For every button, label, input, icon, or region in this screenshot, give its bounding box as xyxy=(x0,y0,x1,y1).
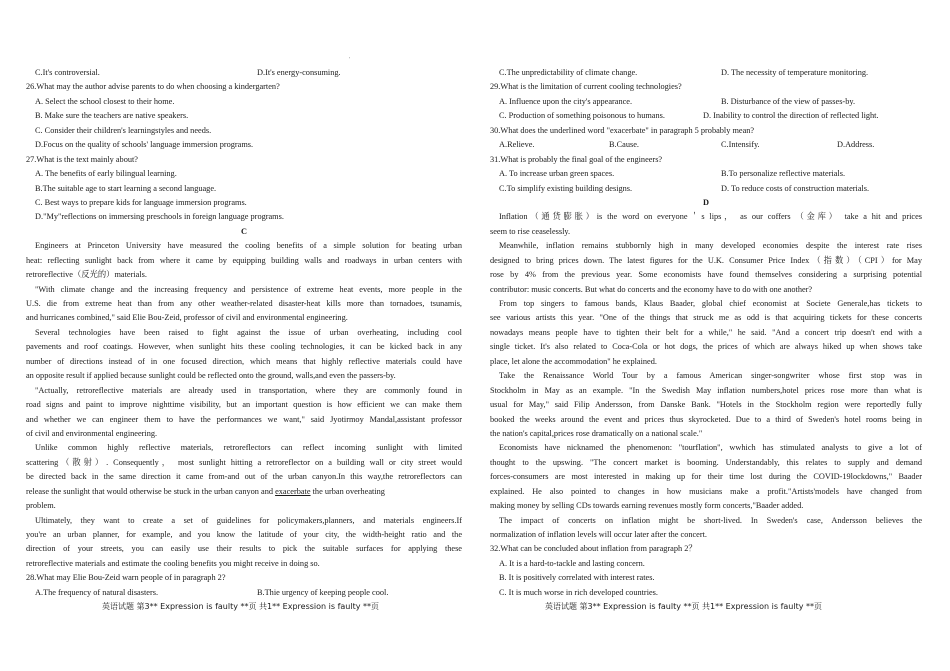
text-line: The impact of concerts on inflation might be short-lived. In Sweden's case, Andersson believes the xyxy=(499,515,922,525)
options-row xyxy=(490,167,922,181)
text-span: the urban overheating xyxy=(310,486,385,496)
question-29: 29.What is the limitation of current cooling technologies? xyxy=(490,82,682,92)
text-line: rose by 4% from the previous year. Some economists have found themselves considering a surprising potential xyxy=(490,270,922,280)
text-line: problem. xyxy=(26,501,56,511)
underlined-word-exacerbate: exacerbate xyxy=(275,486,311,496)
question-26: 26.What may the author advise parents to do when choosing a kindergarten? xyxy=(26,82,280,92)
text-line: Ultimately, they want to create a set of guidelines for policymakers,planners, and materials engineers.If xyxy=(35,515,462,525)
left-column xyxy=(26,66,462,600)
text-line: single ticket. It's also related to Coca-Cola or hot dogs, the prices of which are always hiked up when shows take xyxy=(490,342,922,352)
option-c: C.The unpredictability of climate change. xyxy=(499,68,638,77)
text-line: direction of your streets, you can easily use their results to pick the suitable surfaces for applying these xyxy=(26,544,462,554)
text-line: Engineers at Princeton University have measured the cooling benefits of a simple solution for beating urban xyxy=(35,241,462,251)
text-line: of civil and environmental engineering. xyxy=(26,428,158,438)
option: A. It is a hard-to-tackle and lasting concern. xyxy=(499,558,645,568)
right-column xyxy=(490,66,922,600)
text-line: Meanwhile, inflation remains stubbornly high in many developed economies despite the interest rate rises xyxy=(499,241,922,251)
text-line: see various artists this year. "One of the things that struck me as odd is that acquiring tickets for these concerts xyxy=(490,313,922,323)
text-line: seem to rise ceaselessly. xyxy=(490,226,571,236)
text-line: Economists have nicknamed the phenomenon: "tourflation", wwhich has stimulated analysts to give a lot of xyxy=(499,443,922,453)
option: B.The suitable age to start learning a second language. xyxy=(35,183,217,193)
text-line: explained. He also pointed to changes in how musicians make a profit."Artists'models have changed from xyxy=(490,486,922,496)
text-line: road signs and paint to improve nighttime visibility, but an important question is how efficient we can make them xyxy=(26,400,462,410)
question-28: 28.What may Elie Bou-Zeid warn people of in paragraph 2? xyxy=(26,573,226,583)
question-32: 32.What can be concluded about inflation from paragraph 2？ xyxy=(490,544,697,554)
option-a: A. Influence upon the city's appearance. xyxy=(499,96,633,106)
text-line: forces-consumers are most interested in making up for their time lost during the COVID-19lockdowns," Baader xyxy=(490,472,922,482)
options-row xyxy=(490,138,922,152)
text-line xyxy=(26,485,462,499)
text-line: "With climate change and the increasing frequency and persistence of extreme heat events, more people in the xyxy=(35,284,462,294)
text-line: Unlike common highly reflective materials, retroreflectors can reflect incoming sunlight with limited xyxy=(35,443,462,453)
option-d: D. To reduce costs of construction materials. xyxy=(721,183,870,193)
option: D."My"reflections on immersing preschools in foreign language programs. xyxy=(35,212,284,222)
option: B. Make sure the teachers are native speakers. xyxy=(35,111,189,121)
option: C. Consider their children's learningstyles and needs. xyxy=(35,125,212,135)
option-a: A.Relieve. xyxy=(499,140,535,150)
text-line: Inflation（通货膨胀）is the word on everyone＇s lips， as our coffers （金库） take a hit and prices xyxy=(499,212,922,222)
text-line: be directed back in the same direction it came from-and out of the urban canyon.In this way,the retroreflectors can xyxy=(26,472,462,482)
text-line: and whether we can engineer them to have the performances we want," said Jyotirmoy Mandal,assistant professor xyxy=(26,414,462,424)
text-line: scattering（散射）. Consequently， most sunlight hitting a retroreflector on a building wall or city street would xyxy=(26,457,462,467)
text-line: number of directions instead of in one focused direction, which means that highly reflective materials could have xyxy=(26,356,462,366)
option-c: C. Production of something poisonous to humans. xyxy=(499,111,665,121)
question-31: 31.What is probably the final goal of the engineers? xyxy=(490,154,663,164)
text-line: retroreflective（反光的）materials. xyxy=(26,270,147,280)
question-30: 30.What does the underlined word "exacerbate" in paragraph 5 probably mean? xyxy=(490,125,755,135)
text-line: usual for May," said Filip Andersson, from Danske Bank. "Hotels in the Stockholm region were reportedly fully xyxy=(490,400,922,410)
option-d: D. Inability to control the direction of reflected light. xyxy=(703,111,879,121)
section-d-heading: D xyxy=(703,197,709,207)
option-a: A.The frequency of natural disasters. xyxy=(35,587,159,597)
text-line: nowadays means people have to tighten their belt for a while," he said. "And a concert trip doesn't end with a xyxy=(490,327,922,337)
option-d: D.Address. xyxy=(837,140,875,150)
options-row xyxy=(490,182,922,196)
text-line: heat: reflecting sunlight back from where it came by equipping building walls and roadways in urban centers with xyxy=(26,255,462,265)
text-line: the nation's capital,prices rose dramatically on a national scale." xyxy=(490,428,703,438)
text-line: pavements and roof coatings. However, when sunlight hits these cooling technologies, it can be kicked back in any xyxy=(26,342,462,352)
stray-mark: ' xyxy=(349,57,351,63)
option: D.Focus on the quality of schools' language immersion programs. xyxy=(35,140,254,150)
text-line: retroreflective materials and estimate the cooling benefits you might receive in doing so. xyxy=(26,558,320,568)
options-row xyxy=(490,109,922,123)
section-c-heading: C xyxy=(241,226,247,236)
options-row xyxy=(26,586,462,600)
text-line: place, let alone the accommodation" he explained. xyxy=(490,356,657,366)
text-line: contributor: music concerts. But what do concerts and the economy have to do with one another? xyxy=(490,284,813,294)
option-d: D.It's energy-consuming. xyxy=(257,68,341,77)
option: B. It is positively correlated with interest rates. xyxy=(499,573,655,583)
option-b: B. Disturbance of the view of passes-by. xyxy=(721,96,856,106)
option-c: C.To simplify existing building designs. xyxy=(499,183,633,193)
option: A. The benefits of early bilingual learning. xyxy=(35,169,177,179)
text-line: Take the Renaissance World Tour by a famous American singer-songwriter whose first stop was in xyxy=(499,371,922,381)
text-line: making money by selling CDs towards earning revenues mostly form concerts,"Baader added. xyxy=(490,501,804,511)
text-line: Stockholm in May as an example. "In the Swedish May inflation numbers,hotel prices rose more than what is xyxy=(490,385,922,395)
option: C. It is much worse in rich developed countries. xyxy=(499,587,658,597)
page-footer-right: 英语试题 第3** Expression is faulty **页 共1** Expression is faulty **页 xyxy=(545,602,823,611)
option-c: C.It's controversial. xyxy=(35,68,100,77)
text-line: an opposite result if applied because sunlight could be reflected onto the ground, walls,and even the passers-by. xyxy=(26,371,396,381)
option-d: D. The necessity of temperature monitoring. xyxy=(721,68,869,77)
question-27: 27.What is the text mainly about? xyxy=(26,154,138,164)
option: A. Select the school closest to their home. xyxy=(35,96,175,106)
text-line: "Actually, retroreflective materials are already used in transportation, where they are commonly found in xyxy=(35,385,462,395)
options-row xyxy=(26,66,462,80)
options-row xyxy=(490,66,922,80)
text-line: and hurricanes combined," said Elie Bou-Zeid, professor of civil and environmental engineering. xyxy=(26,313,348,323)
option: C. Best ways to prepare kids for language immersion programs. xyxy=(35,197,247,207)
option-c: C.Intensify. xyxy=(721,140,760,150)
option-b: B.Thie urgency of keeping people cool. xyxy=(257,587,389,597)
text-line: designed to bring prices down. The latest figures for the U.K. Consumer Price Index（指数）（CPI）for May xyxy=(490,255,922,265)
text-line: you're an urban planner, for example, and you know the latitude of your city, the width-height ratio and the xyxy=(26,530,462,539)
page-footer-left: 英语试题 第3** Expression is faulty **页 共1** Expression is faulty **页 xyxy=(102,602,380,611)
text-line: booked the weeks around the event and prices thus skyrocketed. Due to a third of Sweden's hotel rooms being in xyxy=(490,414,922,424)
option-a: A. To increase urban green spaces. xyxy=(499,169,615,179)
text-line: thought to the upswing. "The concert market is booming. Understandably, this relates to supply and demand xyxy=(490,457,922,467)
text-line: normalization of inflation levels will occur later after the concert. xyxy=(490,530,708,539)
text-line: From top singers to famous bands, Klaus Baader, global chief economist at Societe Generale,has tickets to xyxy=(499,299,922,308)
option-b: B.To personalize reflective materials. xyxy=(721,169,846,179)
option-b: B.Cause. xyxy=(609,140,639,150)
text-line: Several technologies have been raised to fight against the issue of urban overheating, including cool xyxy=(35,327,462,337)
text-span: release the sunlight that would otherwise be stuck in the urban canyon and xyxy=(26,486,276,496)
text-line: U.S. die from extreme heat than from any other weather-related disaster-heat kills more than tornadoes, tsunamis, xyxy=(26,299,462,308)
options-row xyxy=(490,95,922,109)
